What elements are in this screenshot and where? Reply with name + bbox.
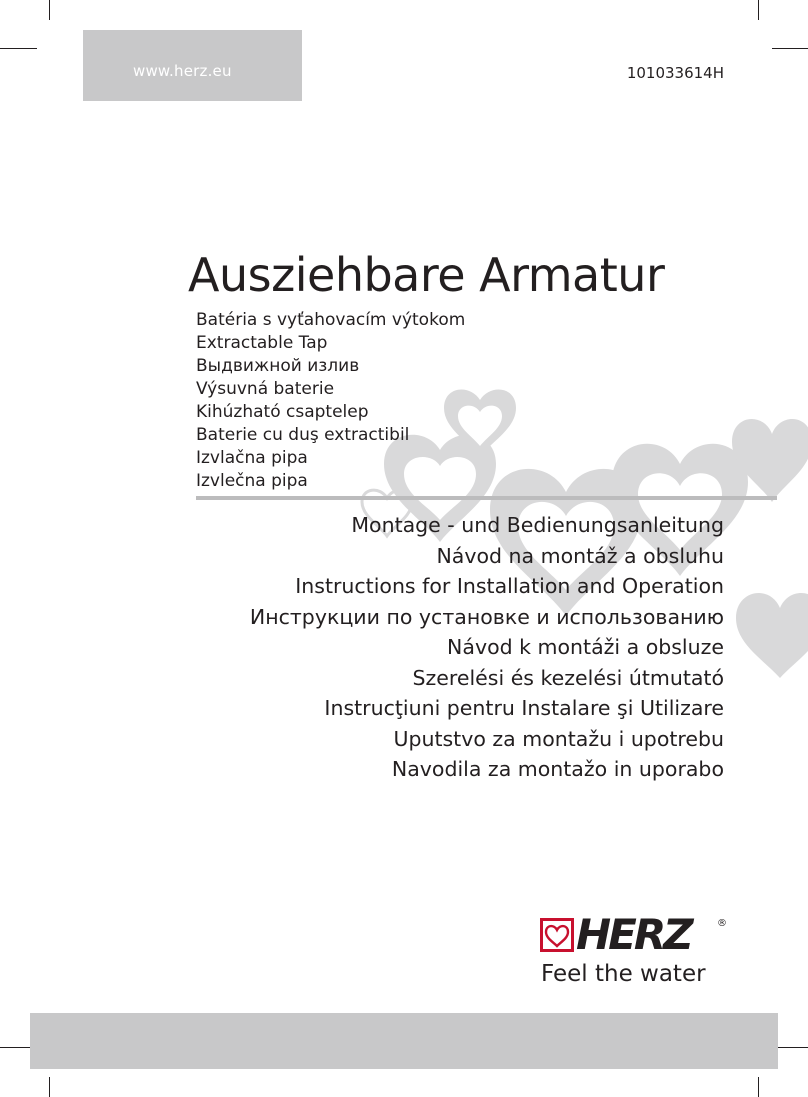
registered-mark: ® (717, 918, 727, 929)
heart-icon (540, 918, 574, 952)
crop-mark (758, 0, 759, 20)
subtitle-hu: Kihúzható csaptelep (196, 402, 369, 422)
subtitle-cz: Výsuvná baterie (196, 379, 335, 399)
divider (196, 496, 777, 500)
instruction-ru: Инструкции по установке и использованию (249, 604, 724, 629)
crop-mark (758, 1077, 759, 1097)
instruction-ro: Instrucţiuni pentru Instalare şi Utilizare (324, 696, 724, 720)
instruction-cz: Návod k montáži a obsluze (447, 635, 724, 659)
website-box (83, 30, 302, 101)
subtitle-ru: Выдвижной излив (196, 356, 360, 376)
instruction-si: Navodila za montažo in uporabo (391, 757, 724, 781)
instruction-en: Instructions for Installation and Operation (295, 574, 724, 598)
website-url[interactable]: www.herz.eu (133, 62, 232, 80)
subtitle-hr: Izvlačna pipa (196, 448, 308, 468)
subtitle-si: Izvlečna pipa (196, 471, 308, 491)
main-title: Ausziehbare Armatur (188, 248, 665, 302)
tagline: Feel the water (541, 961, 706, 987)
instruction-hr: Uputstvo za montažu i upotrebu (393, 726, 724, 751)
logo-wordmark: HERZ (576, 910, 691, 959)
instruction-de: Montage - und Bedienungsanleitung (351, 513, 724, 537)
crop-mark (0, 48, 37, 49)
bottom-band (30, 1013, 778, 1069)
subtitle-sk: Batéria s vyťahovacím výtokom (196, 310, 466, 330)
crop-mark (49, 1077, 50, 1097)
product-name-translations (196, 309, 465, 493)
crop-mark (49, 0, 50, 20)
instruction-hu: Szerelési és kezelési útmutató (412, 665, 724, 690)
crop-mark (772, 48, 808, 49)
instruction-titles (250, 510, 724, 785)
subtitle-en: Extractable Tap (196, 333, 328, 353)
document-code: 101033614H (626, 64, 724, 82)
subtitle-ro: Baterie cu duş extractibil (196, 425, 410, 445)
instruction-sk: Návod na montáž a obsluhu (436, 543, 724, 568)
